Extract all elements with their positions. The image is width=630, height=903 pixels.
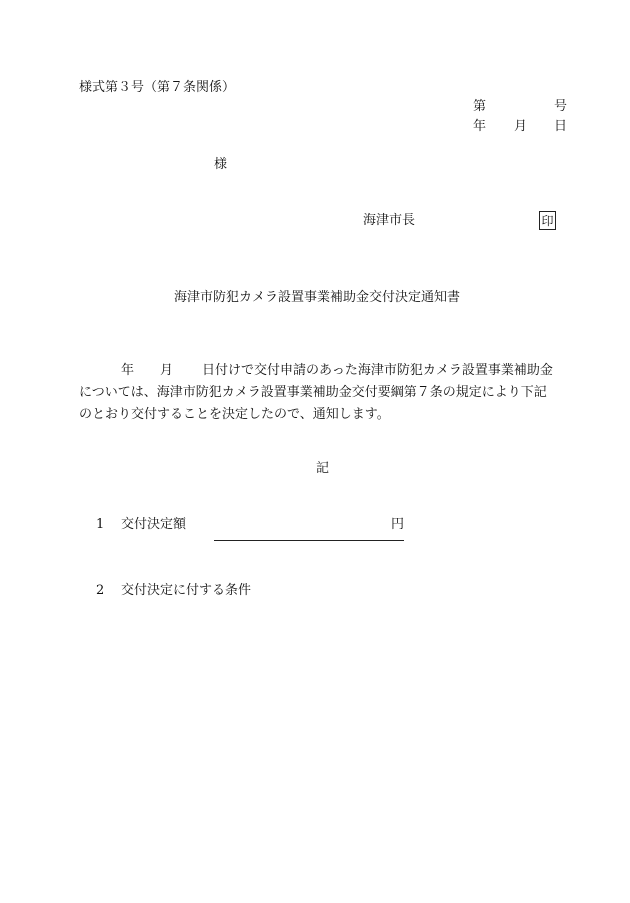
item-1-unit: 円	[391, 517, 405, 532]
ki-heading: 記	[316, 461, 330, 476]
document-title: 海津市防犯カメラ設置事業補助金交付決定通知書	[174, 290, 461, 305]
item-1-label: 交付決定額	[121, 517, 187, 532]
body-line-1: 日付けで交付申請のあった海津市防犯カメラ設置事業補助金	[202, 363, 553, 378]
doc-number-suffix: 号	[554, 99, 568, 114]
item-2-number: 2	[96, 583, 105, 598]
form-number: 様式第３号（第７条関係）	[79, 80, 236, 95]
date-day: 日	[554, 119, 568, 134]
issuer-name: 海津市長	[363, 213, 416, 228]
amount-underline	[214, 540, 404, 541]
addressee-suffix: 様	[214, 157, 228, 172]
body-month: 月	[160, 363, 174, 378]
body-line-2: については、海津市防犯カメラ設置事業補助金交付要綱第７条の規定により下記	[79, 385, 547, 400]
doc-number-prefix: 第	[473, 99, 487, 114]
seal-mark: 印	[539, 211, 556, 230]
body-line-3: のとおり交付することを決定したので、通知します。	[79, 407, 390, 422]
body-year: 年	[121, 363, 135, 378]
item-1-number: 1	[96, 517, 105, 532]
date-month: 月	[514, 119, 528, 134]
item-2-label: 交付決定に付する条件	[121, 583, 252, 598]
date-year: 年	[473, 119, 487, 134]
